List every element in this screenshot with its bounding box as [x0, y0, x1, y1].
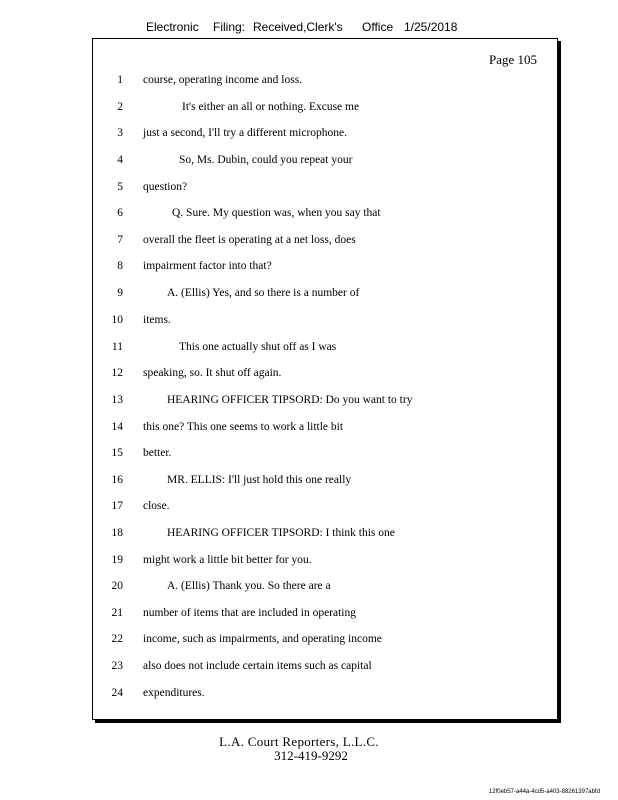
- line-number: 4: [117, 154, 123, 166]
- line-text: overall the fleet is operating at a net loss, does: [143, 234, 356, 246]
- transcript-line: [93, 470, 557, 490]
- line-text: close.: [143, 500, 170, 512]
- filing-header-date: 1/25/2018: [404, 20, 458, 34]
- transcript-line: [93, 150, 557, 170]
- line-text: Q. Sure. My question was, when you say that: [172, 207, 381, 219]
- transcript-line: [93, 523, 557, 543]
- line-number: 7: [117, 234, 123, 246]
- document-id: 12f0eb57-a44a-4cd5-a403-88261397abfd: [488, 789, 600, 795]
- transcript-line: [93, 656, 557, 676]
- line-number: 8: [117, 260, 123, 272]
- filing-header-filing: Filing:: [213, 20, 246, 34]
- transcript-line: [93, 417, 557, 437]
- line-number: 13: [111, 394, 123, 406]
- line-number: 18: [111, 527, 123, 539]
- line-text: It's either an all or nothing. Excuse me: [182, 101, 360, 113]
- filing-header-office: Office: [362, 20, 394, 34]
- line-number: 22: [111, 633, 123, 645]
- footer-firm-name: L.A. Court Reporters, L.L.C.: [219, 734, 379, 749]
- footer-phone: 312-419-9292: [274, 748, 348, 763]
- line-number: 24: [111, 687, 123, 699]
- line-text: expenditures.: [143, 687, 205, 699]
- line-number: 20: [111, 580, 123, 592]
- transcript-line: [93, 123, 557, 143]
- line-number: 9: [117, 287, 123, 299]
- transcript-line: [93, 256, 557, 276]
- transcript-line: [93, 576, 557, 596]
- line-text: This one actually shut off as I was: [179, 341, 337, 353]
- line-text: course, operating income and loss.: [143, 74, 303, 86]
- line-number: 23: [111, 660, 123, 672]
- transcript-line: [93, 603, 557, 623]
- line-text: might work a little bit better for you.: [143, 554, 312, 566]
- line-number: 2: [117, 101, 123, 113]
- line-text: this one? This one seems to work a little bit: [143, 421, 344, 433]
- line-text: MR. ELLIS: I'll just hold this one really: [167, 474, 352, 486]
- transcript-line: [93, 310, 557, 330]
- line-text: impairment factor into that?: [143, 260, 272, 272]
- transcript-line: [93, 203, 557, 223]
- line-text: HEARING OFFICER TIPSORD: Do you want to try: [167, 394, 413, 406]
- page-number: Page 105: [488, 52, 537, 67]
- transcript-line: [93, 363, 557, 383]
- transcript-page: [92, 38, 558, 720]
- line-text: also does not include certain items such as capital: [143, 660, 372, 672]
- line-text: speaking, so. It shut off again.: [143, 367, 282, 379]
- transcript-line: [93, 70, 557, 90]
- line-number: 12: [111, 367, 123, 379]
- transcript-line: [93, 337, 557, 357]
- transcript-line: [93, 177, 557, 197]
- filing-header-electronic: Electronic: [146, 20, 199, 34]
- line-text: items.: [143, 314, 171, 326]
- line-number: 10: [111, 314, 123, 326]
- line-number: 19: [111, 554, 123, 566]
- line-number: 1: [117, 74, 123, 86]
- line-number: 3: [117, 127, 123, 139]
- line-text: So, Ms. Dubin, could you repeat your: [179, 154, 353, 166]
- line-number: 14: [111, 421, 123, 433]
- line-number: 17: [111, 500, 123, 512]
- transcript-line: [93, 496, 557, 516]
- line-number: 16: [111, 474, 123, 486]
- transcript-line: [93, 443, 557, 463]
- line-text: better.: [143, 447, 172, 459]
- line-text: A. (Ellis) Yes, and so there is a number of: [167, 287, 360, 299]
- transcript-line: [93, 683, 557, 703]
- line-text: A. (Ellis) Thank you. So there are a: [167, 580, 331, 592]
- transcript-line: [93, 97, 557, 117]
- line-number: 6: [117, 207, 123, 219]
- transcript-line: [93, 550, 557, 570]
- transcript-line: [93, 390, 557, 410]
- line-text: just a second, I'll try a different microphone.: [143, 127, 348, 139]
- line-number: 21: [111, 607, 123, 619]
- line-text: number of items that are included in operating: [143, 607, 357, 619]
- line-text: HEARING OFFICER TIPSORD: I think this one: [167, 527, 395, 539]
- line-text: income, such as impairments, and operating income: [143, 633, 382, 645]
- line-number: 15: [111, 447, 123, 459]
- transcript-line: [93, 629, 557, 649]
- transcript-line: [93, 230, 557, 250]
- transcript-line: [93, 283, 557, 303]
- line-number: 5: [117, 181, 123, 193]
- line-text: question?: [143, 181, 188, 193]
- line-number: 11: [111, 341, 123, 353]
- filing-header-received: Received,Clerk's: [253, 20, 343, 34]
